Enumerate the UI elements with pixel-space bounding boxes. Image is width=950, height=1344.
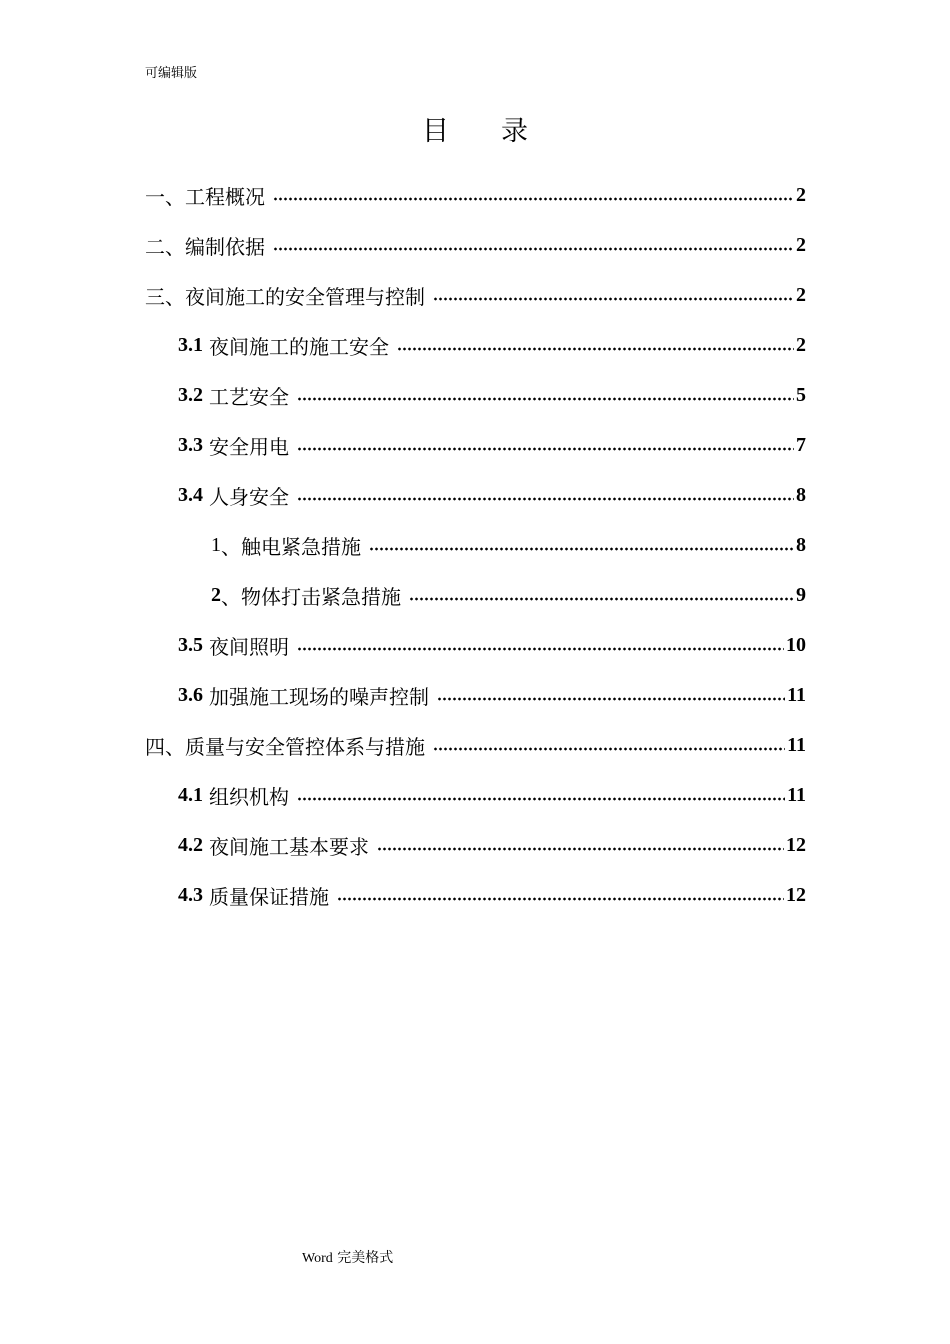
toc-entry-label: 夜间照明 — [209, 634, 289, 659]
toc-entry-number: 2 — [211, 583, 221, 606]
dot-leader — [437, 697, 785, 701]
toc-entry-number: 3.4 — [178, 483, 203, 506]
toc-page-number: 12 — [786, 883, 806, 906]
toc-page-number: 2 — [796, 283, 806, 306]
toc-entry-number: 4.2 — [178, 833, 203, 856]
table-of-contents — [0, 170, 950, 920]
toc-entry-3-4[interactable] — [0, 470, 950, 520]
toc-page-number: 10 — [786, 633, 806, 656]
toc-entry-label: 二、编制依据 — [145, 234, 265, 259]
toc-entry-label: 夜间施工的施工安全 — [209, 334, 389, 359]
dot-leader — [433, 297, 794, 301]
dot-leader — [273, 247, 794, 251]
toc-page-number: 7 — [796, 433, 806, 456]
dot-leader — [397, 347, 794, 351]
dot-leader — [433, 747, 785, 751]
page-header: 可编辑版 — [145, 66, 198, 81]
toc-entry-3-2[interactable] — [0, 370, 950, 420]
footer-word: Word — [302, 1251, 333, 1266]
toc-page-number: 8 — [796, 483, 806, 506]
dot-leader — [297, 647, 784, 651]
toc-entry-3[interactable] — [0, 270, 950, 320]
dot-leader — [297, 397, 794, 401]
toc-entry-label: 工艺安全 — [209, 384, 289, 409]
toc-entry-label: 四、质量与安全管控体系与措施 — [145, 734, 425, 759]
toc-page-number: 2 — [796, 233, 806, 256]
dot-leader — [297, 447, 794, 451]
toc-entry-3-1[interactable] — [0, 320, 950, 370]
toc-entry-label: 一、工程概况 — [145, 184, 265, 209]
dot-leader — [409, 597, 794, 601]
toc-entry-number: 3.1 — [178, 333, 203, 356]
toc-entry-label: 夜间施工基本要求 — [209, 834, 369, 859]
toc-entry-number: 1 — [211, 533, 221, 556]
toc-entry-4[interactable] — [0, 720, 950, 770]
toc-page-number: 11 — [787, 783, 806, 806]
toc-entry-label: 加强施工现场的噪声控制 — [209, 684, 429, 709]
toc-entry-3-6[interactable] — [0, 670, 950, 720]
toc-entry-number: 4.3 — [178, 883, 203, 906]
dot-leader — [369, 547, 794, 551]
toc-page-number: 5 — [796, 383, 806, 406]
toc-entry-4-2[interactable] — [0, 820, 950, 870]
toc-entry-3-4-1[interactable] — [0, 520, 950, 570]
footer-label: 完美格式 — [337, 1250, 394, 1266]
toc-page-number: 8 — [796, 533, 806, 556]
toc-entry-number: 4.1 — [178, 783, 203, 806]
toc-entry-label: 人身安全 — [209, 484, 289, 509]
toc-page-number: 2 — [796, 333, 806, 356]
dot-leader — [297, 497, 794, 501]
toc-page-number: 11 — [787, 683, 806, 706]
toc-page-number: 2 — [796, 183, 806, 206]
toc-entry-number: 3.5 — [178, 633, 203, 656]
toc-entry-3-3[interactable] — [0, 420, 950, 470]
dot-leader — [377, 847, 784, 851]
toc-entry-label: 三、夜间施工的安全管理与控制 — [145, 284, 425, 309]
toc-page-number: 9 — [796, 583, 806, 606]
toc-entry-label: 、物体打击紧急措施 — [221, 584, 401, 609]
toc-entry-number: 3.6 — [178, 683, 203, 706]
toc-entry-label: 质量保证措施 — [209, 884, 329, 909]
toc-entry-label: 、触电紧急措施 — [221, 534, 361, 559]
dot-leader — [273, 197, 794, 201]
toc-entry-1[interactable] — [0, 170, 950, 220]
toc-entry-2[interactable] — [0, 220, 950, 270]
toc-entry-4-1[interactable] — [0, 770, 950, 820]
toc-entry-4-3[interactable] — [0, 870, 950, 920]
toc-page-number: 11 — [787, 733, 806, 756]
dot-leader — [297, 797, 785, 801]
toc-entry-3-5[interactable] — [0, 620, 950, 670]
toc-entry-3-4-2[interactable] — [0, 570, 950, 620]
toc-title: 目录 — [422, 116, 580, 147]
page-footer — [302, 1249, 393, 1268]
toc-entry-label: 组织机构 — [209, 784, 289, 809]
toc-entry-number: 3.3 — [178, 433, 203, 456]
toc-page-number: 12 — [786, 833, 806, 856]
toc-entry-number: 3.2 — [178, 383, 203, 406]
dot-leader — [337, 897, 784, 901]
toc-entry-label: 安全用电 — [209, 434, 289, 459]
